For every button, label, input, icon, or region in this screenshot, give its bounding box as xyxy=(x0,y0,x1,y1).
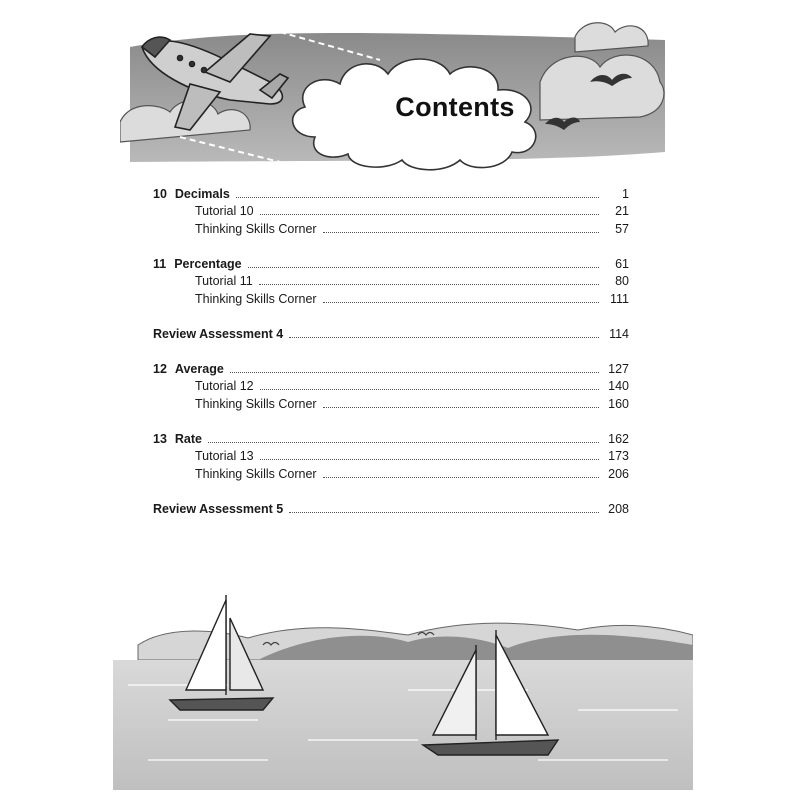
toc-entry-review xyxy=(153,498,629,516)
toc-entry-chapter xyxy=(153,358,629,376)
toc-entry-review xyxy=(153,323,629,341)
toc-entry-label xyxy=(153,449,254,463)
toc-entry-label xyxy=(153,274,253,288)
toc-entry-label xyxy=(153,502,283,516)
toc-entry-label xyxy=(153,379,254,393)
toc-entry-label xyxy=(153,397,317,411)
page-number: 127 xyxy=(608,362,629,376)
toc-entry-sub xyxy=(153,445,629,463)
page-number: 160 xyxy=(608,397,629,411)
page-number: 21 xyxy=(615,204,629,218)
dot-leader xyxy=(323,231,599,233)
toc-entry-label xyxy=(153,222,317,236)
entry-title: Average xyxy=(174,362,224,376)
page-number: 114 xyxy=(609,327,629,341)
footer-illustration xyxy=(108,590,693,790)
entry-title: Thinking Skills Corner xyxy=(195,467,317,481)
page-number: 61 xyxy=(615,257,629,271)
chapter-number: 12 xyxy=(153,362,167,376)
toc-entry-label xyxy=(153,204,254,218)
entry-title: Decimals xyxy=(174,187,230,201)
entry-title: Thinking Skills Corner xyxy=(195,397,317,411)
toc-entry-label xyxy=(153,467,317,481)
entry-title: Tutorial 12 xyxy=(195,379,254,393)
page-number: 208 xyxy=(608,502,629,516)
chapter-number: 10 xyxy=(153,187,167,201)
page-number: 80 xyxy=(615,274,629,288)
entry-title: Review Assessment 4 xyxy=(153,327,284,341)
toc-entry-label xyxy=(153,327,283,341)
entry-title: Tutorial 10 xyxy=(195,204,254,218)
chapter-number: 13 xyxy=(153,432,167,446)
dot-leader xyxy=(260,458,599,460)
toc-entry-sub xyxy=(153,463,629,481)
dot-leader xyxy=(236,196,599,198)
entry-title: Percentage xyxy=(174,257,242,271)
toc-entry-sub xyxy=(153,393,629,411)
toc-entry-label xyxy=(153,292,317,306)
entry-title: Tutorial 13 xyxy=(195,449,254,463)
toc-entry-label xyxy=(153,432,202,446)
toc-entry-label xyxy=(153,187,230,201)
dot-leader xyxy=(208,441,599,443)
page-number: 162 xyxy=(608,432,629,446)
dot-leader xyxy=(259,283,599,285)
toc-entry-sub xyxy=(153,218,629,236)
page-number: 173 xyxy=(608,449,629,463)
toc-entry-chapter xyxy=(153,183,629,201)
dot-leader xyxy=(260,213,599,215)
toc-entry-sub xyxy=(153,200,629,218)
page-number: 206 xyxy=(608,467,629,481)
page-number: 57 xyxy=(615,222,629,236)
toc-entry-sub xyxy=(153,375,629,393)
toc-entry-chapter xyxy=(153,428,629,446)
toc-entry-label xyxy=(153,362,224,376)
page-title: Contents xyxy=(395,92,515,122)
dot-leader xyxy=(230,371,599,373)
toc-entry-sub xyxy=(153,270,629,288)
entry-title: Thinking Skills Corner xyxy=(195,292,317,306)
chapter-number: 11 xyxy=(153,257,167,271)
dot-leader xyxy=(323,476,599,478)
dot-leader xyxy=(323,301,599,303)
entry-title: Tutorial 11 xyxy=(195,274,253,288)
page-number: 1 xyxy=(622,187,629,201)
dot-leader xyxy=(289,336,599,338)
page-number: 111 xyxy=(609,292,629,306)
dot-leader xyxy=(289,511,599,513)
entry-title: Review Assessment 5 xyxy=(153,502,284,516)
dot-leader xyxy=(323,406,599,408)
toc-entry-chapter xyxy=(153,253,629,271)
page-number: 140 xyxy=(608,379,629,393)
toc-entry-sub xyxy=(153,288,629,306)
toc-entry-label xyxy=(153,257,242,271)
entry-title: Thinking Skills Corner xyxy=(195,222,317,236)
dot-leader xyxy=(248,266,599,268)
dot-leader xyxy=(260,388,599,390)
entry-title: Rate xyxy=(174,432,202,446)
